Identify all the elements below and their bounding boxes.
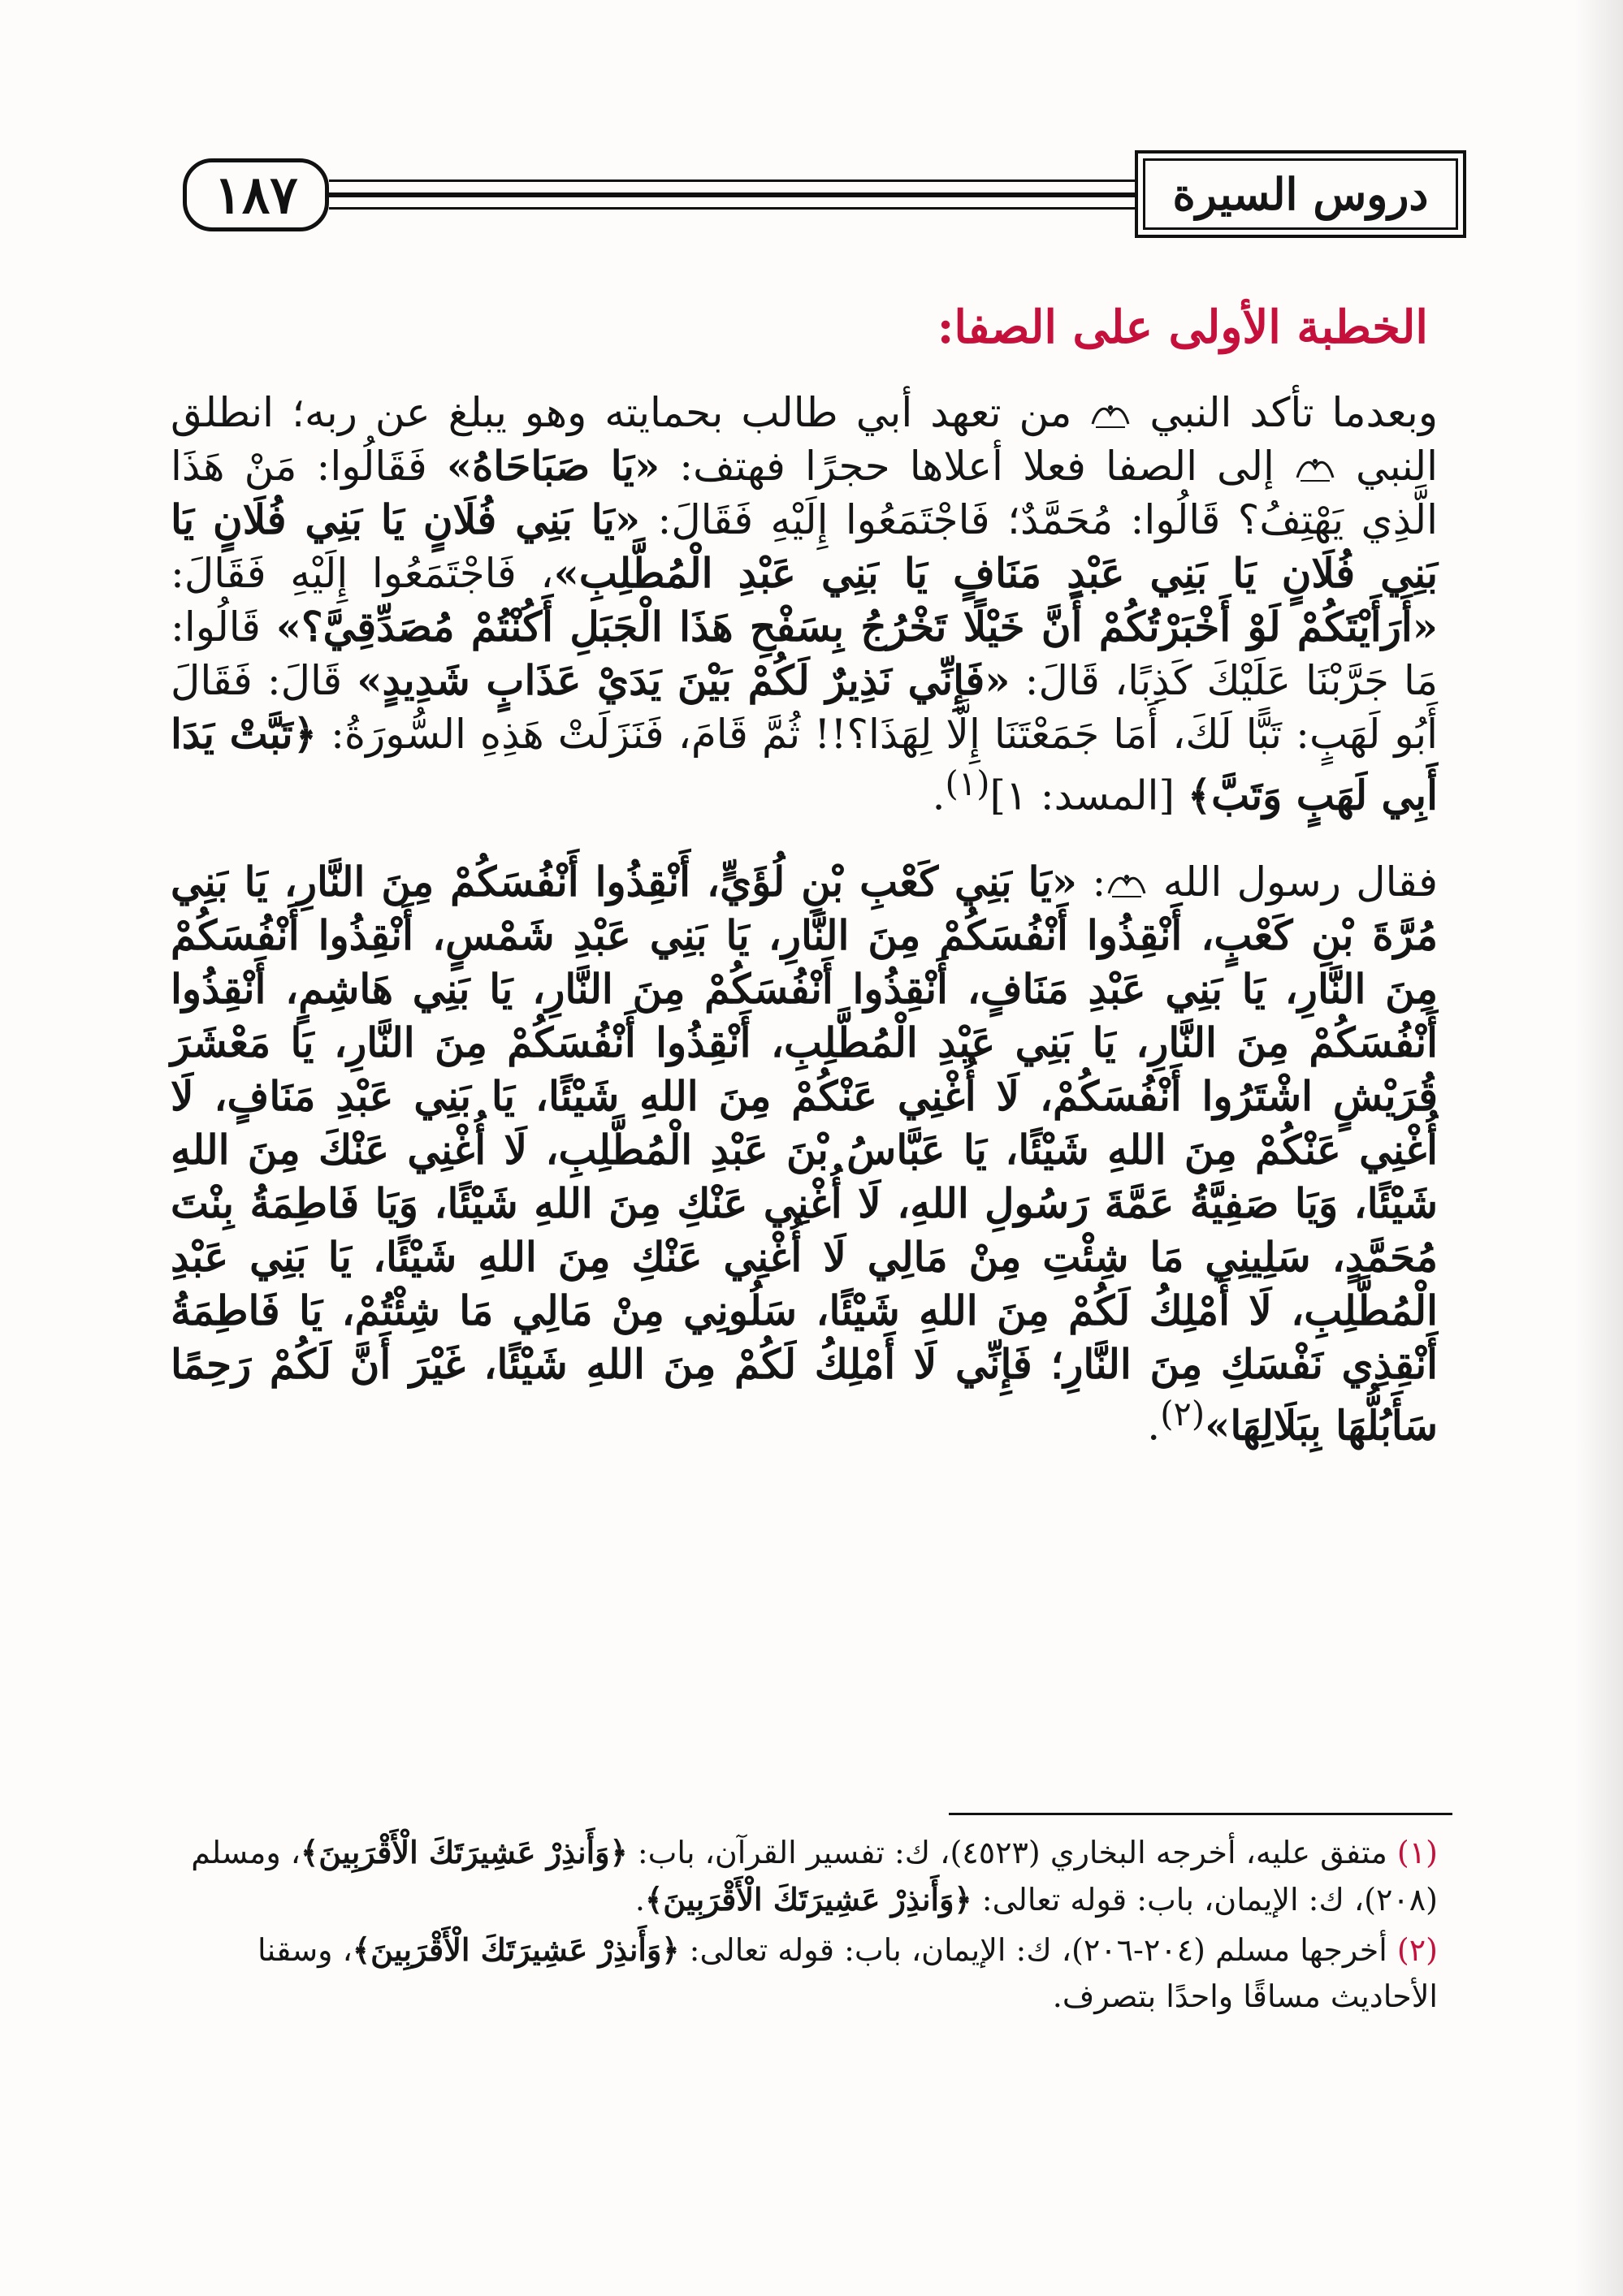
section-title: الخطبة الأولى على الصفا: (937, 301, 1428, 354)
text-segment: ، وسقنا الأحاديث مساقًا واحدًا بتصرف. (258, 1932, 1438, 2014)
header-rule (329, 179, 1247, 182)
footnote-number: (١) (1396, 1835, 1438, 1870)
hadith-quote: «يَا بَنِي كَعْبِ بْنِ لُؤَيٍّ، أَنْقِذُوا أَنْفُسَكُمْ مِنَ النَّارِ، يَا بَنِي مُرَّةَ بْنِ كَعْبٍ، أَنْقِذُوا أَنْفُسَكُمْ مِنَ النَّارِ، يَا بَنِي عَبْدِ شَمْسٍ، أَنْقِذُوا أَنْفُسَكُمْ مِنَ النَّارِ، يَا بَنِي عَبْدِ مَنَافٍ، أَنْقِذُوا أَنْفُسَكُمْ مِنَ النَّارِ، يَا بَنِي هَاشِمٍ، أَنْقِذُوا أَنْفُسَكُمْ مِنَ النَّارِ، يَا بَنِي عَبْدِ الْمُطَّلِبِ، أَنْقِذُوا أَنْفُسَكُمْ مِنَ النَّارِ، يَا مَعْشَرَ قُرَيْشٍ اشْتَرُوا أَنْفُسَكُمْ، لَا أُغْنِي عَنْكُمْ مِنَ اللهِ شَيْئًا، يَا بَنِي عَبْدِ مَنَافٍ، لَا أُغْنِي عَنْكُمْ مِنَ اللهِ شَيْئًا، يَا عَبَّاسُ بْنَ عَبْدِ الْمُطَّلِبِ، لَا أُغْنِي عَنْكَ مِنَ اللهِ شَيْئًا، وَيَا صَفِيَّةُ عَمَّةَ رَسُولِ اللهِ، لَا أُغْنِي عَنْكِ مِنَ اللهِ شَيْئًا، وَيَا فَاطِمَةُ بِنْتَ مُحَمَّدٍ، سَلِينِي مَا شِئْتِ مِنْ مَالِي لَا أُغْنِي عَنْكِ مِنَ اللهِ شَيْئًا، يَا بَنِي عَبْدِ الْمُطَّلِبِ، لَا أَمْلِكُ لَكُمْ مِنَ اللهِ شَيْئًا، سَلُونِي مِنْ مَالِي مَا شِئْتُمْ، يَا فَاطِمَةُ أَنْقِذِي نَفْسَكِ مِنَ النَّارِ؛ فَإِنِّي لَا أَمْلِكُ لَكُمْ مِنَ اللهِ شَيْئًا، غَيْرَ أَنَّ لَكُمْ رَحِمًا سَأَبُلُّهَا بِبَلَالِهَا» (171, 857, 1438, 1450)
text-segment: إلى الصفا فعلا أعلاها حجرًا فهتف: (660, 443, 1294, 490)
hadith-quote: «يَا بَنِي فُلَانٍ يَا بَنِي فُلَانٍ يَا بَنِي فُلَانٍ يَا بَنِي عَبْدِ مَنَافٍ يَا بَنِي عَبْدِ الْمُطَّلِبِ» (171, 495, 1438, 597)
quran-verse: ﴿تَبَّتْ يَدَا أَبِي لَهَبٍ وَتَبَّ﴾ (171, 710, 1438, 819)
footnote-ref: (١) (945, 763, 990, 803)
quran-verse: ﴿وَأَنذِرْ عَشِيرَتَكَ الْأَقْرَبِينَ﴾ (644, 1881, 972, 1918)
text-segment: ، فَاجْتَمَعُوا إِلَيْهِ فَقَالَ: (171, 550, 554, 597)
text-segment: فقال رسول الله (1148, 858, 1439, 906)
text-segment: من تعهد أبي طالب بحمايته وهو يبلغ عن ربه؛ انطلق النبي (171, 389, 1439, 490)
text-segment: أخرجها مسلم (٢٠٤-٢٠٦)، ك: الإيمان، باب: قوله تعالى: (679, 1932, 1397, 1968)
text-segment: . (932, 772, 946, 819)
header-rule (329, 207, 1247, 210)
hadith-quote: «أَرَأَيْتَكُمْ لَوْ أَخْبَرْتُكُمْ أَنَّ خَيْلًا تَخْرُجُ بِسَفْحِ هَذَا الْجَبَلِ أَكُنْتُمْ مُصَدِّقِيَّ؟» (275, 603, 1438, 651)
text-segment: قَالَ: فَقَالَ أَبُو لَهَبٍ: تَبًّا لَكَ، أَمَا جَمَعْتَنَا إِلَّا لِهَذَا؟!! ثُمَّ قَامَ، فَنَزَلَتْ هَذِهِ السُّورَةُ: (171, 657, 1439, 758)
text-segment: ، ومسلم (٢٠٨)، ك: الإيمان، باب: قوله تعالى: (191, 1835, 1438, 1918)
footnote (171, 1926, 1438, 2020)
salawat-icon (1294, 453, 1336, 486)
text-segment: . (634, 1882, 645, 1918)
paragraph (171, 386, 1438, 823)
page-header (158, 150, 1466, 240)
header-rule (329, 192, 1247, 197)
quran-verse: ﴿وَأَنذِرْ عَشِيرَتَكَ الْأَقْرَبِينَ﴾ (301, 1834, 628, 1870)
body-text (171, 386, 1438, 1452)
footnote (171, 1829, 1438, 1923)
salawat-icon (1089, 400, 1132, 432)
quran-verse: ﴿وَأَنذِرْ عَشِيرَتَكَ الْأَقْرَبِينَ﴾ (352, 1931, 680, 1968)
hadith-quote: «فَإِنِّي نَذِيرٌ لَكُمْ بَيْنَ يَدَيْ عَذَابٍ شَدِيدٍ» (357, 656, 1011, 704)
text-segment: . (1147, 1402, 1161, 1450)
footnotes (171, 1829, 1438, 2023)
text-segment: [المسد: ١] (989, 772, 1188, 819)
text-segment: قَالُوا: مَا جَرَّبْنَا عَلَيْكَ كَذِبًا، قَالَ: (171, 603, 1438, 704)
page-edge-shadow (1574, 0, 1623, 2296)
text-segment: وبعدما تأكد النبي (1132, 389, 1438, 436)
text-segment: فَقَالُوا: مَنْ هَذَا الَّذِي يَهْتِفُ؟ قَالُوا: مُحَمَّدٌ؛ فَاجْتَمَعُوا إِلَيْهِ فَقَالَ: (171, 443, 1438, 543)
hadith-quote: «يَا صَبَاحَاهُ» (446, 442, 660, 490)
text-segment: : (1077, 858, 1106, 906)
footnote-number: (٢) (1396, 1932, 1438, 1968)
footnote-ref: (٢) (1160, 1393, 1205, 1433)
footnote-separator (949, 1813, 1452, 1815)
book-title: دروس السيرة (1135, 150, 1466, 238)
text-segment: متفق عليه، أخرجه البخاري (٤٥٢٣)، ك: تفسير القرآن، باب: (627, 1835, 1397, 1870)
page-number: ١٨٧ (183, 158, 329, 231)
paragraph (171, 855, 1438, 1453)
salawat-icon (1106, 869, 1148, 902)
